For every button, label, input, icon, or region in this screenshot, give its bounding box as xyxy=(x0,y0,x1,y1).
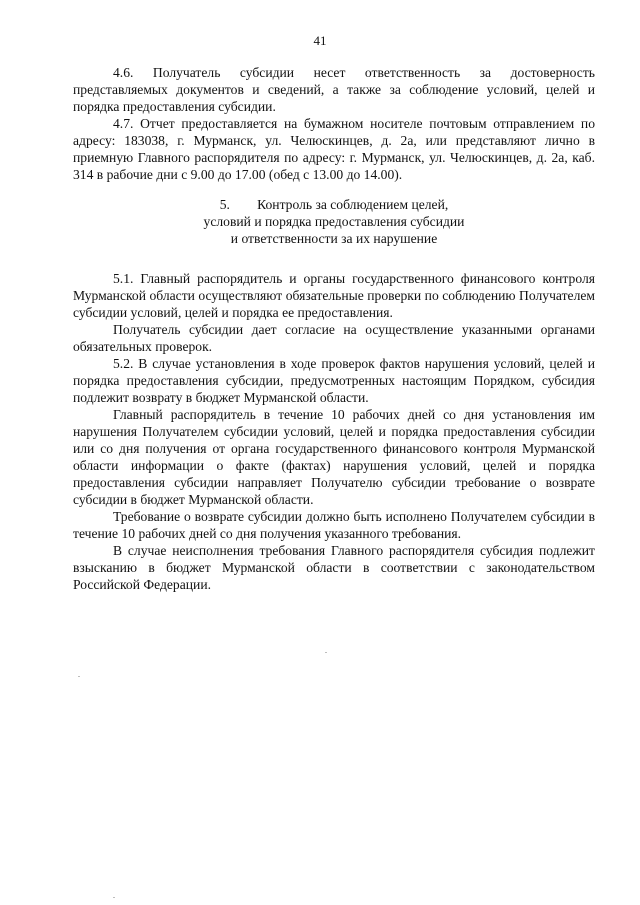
section-heading-line-2: условий и порядка предоставления субсидии xyxy=(203,214,465,229)
paragraph-return-deadline: Требование о возврате субсидии должно быть исполнено Получателем субсидии в течение 10 рабочих дней со дня получения указанного требования. xyxy=(73,509,595,541)
paragraph-5-1: 5.1. Главный распорядитель и органы государственного финансового контроля Мурманской области осуществляют обязательные проверки по соблюдению Получателем субсидии условий, целей и порядка ее предоставления. xyxy=(73,271,595,320)
section-heading-line-3: и ответственности за их нарушение xyxy=(230,231,438,246)
paragraph-4-7: 4.7. Отчет предоставляется на бумажном носителе почтовым отправлением по адресу: 183038, г. Мурманск, ул. Челюскинцев, д. 2а, или представляют лично в приемную Главного распорядителя по адресу: г. Мурманск, ул. Челюскинцев, д. 2а, каб. 314 в рабочие дни с 9.00 до 17.00 (обед с 13.00 до 14.00). xyxy=(73,116,595,182)
scan-speck xyxy=(113,897,115,898)
document-body xyxy=(73,64,595,593)
paragraph-return-procedure: Главный распорядитель в течение 10 рабочих дней со дня установления им нарушения Получателем субсидии условий, целей и порядка предоставления субсидии или со дня получения от органа государственного финансового контроля Мурманской области информации о факте (фактах) нарушения условий, целей и порядка предоставления субсидии направляет Получателю субсидии требование о возврате субсидии в бюджет Мурманской области. xyxy=(73,407,595,507)
scan-speck xyxy=(78,676,80,677)
section-5-heading xyxy=(73,196,595,247)
page-number: 41 xyxy=(313,33,327,48)
paragraph-4-6: 4.6. Получатель субсидии несет ответственность за достоверность представляемых документов и сведений, а также за соблюдение условий, целей и порядка предоставления субсидии. xyxy=(73,65,595,114)
paragraph-consent: Получатель субсидии дает согласие на осуществление указанными органами обязательных проверок. xyxy=(73,322,595,354)
scan-speck xyxy=(325,652,327,653)
section-heading-line-1: 5. Контроль за соблюдением целей, xyxy=(219,197,449,212)
paragraph-5-2: 5.2. В случае установления в ходе проверок фактов нарушения условий, целей и порядка предоставления субсидии, предусмотренных настоящим Порядком, субсидия подлежит возврату в бюджет Мурманской области. xyxy=(73,356,595,405)
paragraph-enforcement: В случае неисполнения требования Главного распорядителя субсидия подлежит взысканию в бюджет Мурманской области в соответствии с законодательством Российской Федерации. xyxy=(73,543,595,592)
